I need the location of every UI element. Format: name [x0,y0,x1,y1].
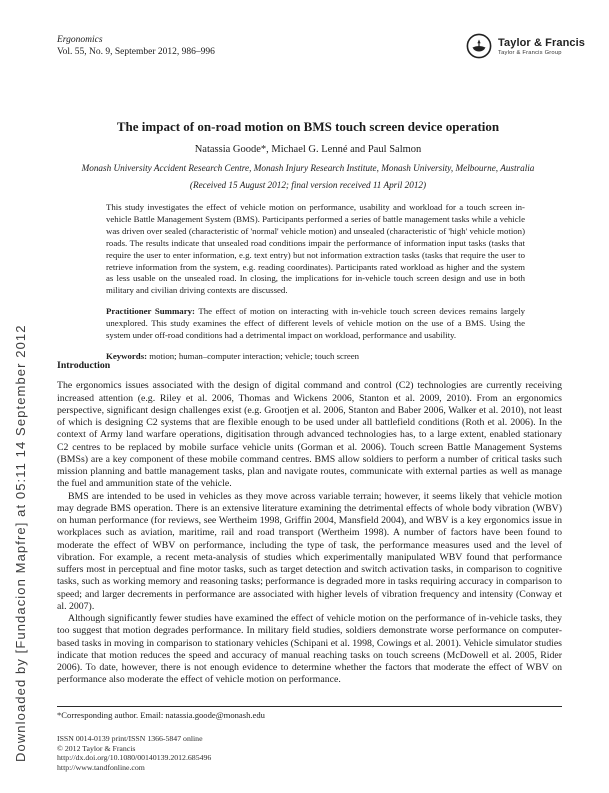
affiliation-line: Monash University Accident Research Centre, Monash Injury Research Institute, Monash University, Melbourne, Australia [81,163,535,173]
intro-paragraph-3: Although significantly fewer studies have examined the effect of vehicle motion on the performance of in-vehicle tasks, they too suggest that motion degrades performance. In military field studies, soldiers demonstrate worse performance on computer-based tasks in moving in comparison to stationary vehicles (Schipani et al. 1998, Cowings et al. 2001). Vehicle simulator studies indicate that motion reduces the speed and accuracy of manual reaching tasks on touch screens (McDowell et al. 2005, Rider 2006). To date, however, there is not enough evidence to determine whether the factors that moderate the effect of WBV on performance also moderate the effect of vehicle motion on performance. [57,613,562,686]
issn-line: ISSN 0014-0139 print/ISSN 1366-5847 online [57,734,203,743]
issue-line: Vol. 55, No. 9, September 2012, 986–996 [57,46,215,57]
journal-header [57,35,215,58]
copyright-line: © 2012 Taylor & Francis [57,743,136,753]
abstract-text: This study investigates the effect of vehicle motion on performance, usability and workload for a touch screen in-vehicle Battle Management System (BMS). Participants performed a series of battle management tasks while a vehicle was driven over sealed (characteristic of 'normal' vehicle motion) and unsealed (characteristic of 'high' vehicle motion) roads. The results indicate that unsealed road conditions impair the performance of information input tasks (tasks that require the user to enter information, e.g. text entry) but not information extraction tasks (tasks that require the user to retrieve information from the system, e.g. reading coordinates). Participants rated workload as higher and the system as less usable on the unsealed road. In closing, the implications for in-vehicle touch screen design and use in both military and civilian driving contexts are discussed. [106,202,525,296]
download-watermark: Downloaded by [Fundacion Mapfre] at 05:11 14 September 2012 [13,324,28,762]
footnote-block [57,706,562,720]
abstract-block [106,202,525,363]
footnote-divider [57,706,562,707]
taylor-francis-logo-icon [466,33,492,59]
practitioner-label: Practitioner Summary: [106,306,195,317]
keywords-label: Keywords: [106,350,148,361]
introduction-section [57,360,562,687]
practitioner-summary [106,306,525,342]
intro-paragraph-1: The ergonomics issues associated with the design of digital command and control (C2) technologies are currently receiving increased attention (e.g. Riley et al. 2006, Thomas and Wickens 2006, Stanton et al. 2009, 2010). From an ergonomics perspective, significant design challenges exist (e.g. Grootjen et al. 2006, Stanton and Baber 2006, Walker et al. 2010), not least of which is designing C2 systems that are flexible enough to be used under all battlefield conditions (Roth et al. 2006). In the context of Army land warfare operations, digitisation through advanced technologies has, to a large extent, enabled stationary C2 centres to be replaced by mobile surface vehicle units (Gorman et al. 2006). Touch screen Battle Management Systems (BMSs) are a key component of these mobile command centres. BMS allow soldiers to perform a number of critical tasks such mission planning and battle management tasks, plan and navigate routes, communicate with external parties as well as manage the fuel and ammunition state of the vehicle. [57,380,562,490]
corresponding-author-note: *Corresponding author. Email: natassia.goode@monash.edu [57,710,265,720]
authors-line: Natassia Goode*, Michael G. Lenné and Paul Salmon [194,144,422,155]
intro-heading: Introduction [57,360,111,371]
intro-paragraph-2: BMS are intended to be used in vehicles as they move across variable terrain; however, it seems likely that vehicle motion may degrade BMS operation. There is an extensive literature examining the detrimental effects of whole body vibration (WBV) on human performance (for reviews, see Wertheim 1998, Griffin 2004, Mansfield 2004), and WBV is a key ergonomics issue in workplaces such as aviation, maritime, rail and road transport (Wertheim 1998). A number of factors have been found to moderate the effect of WBV on performance, including the type of task, the performance measures used and the level of vibration. For example, a recent meta-analysis of studies which experimentally manipulated WBV found that performance suffers most in perceptual and fine motor tasks, such as target detection and switch activation tasks, in comparison to cognitive tasks, such as working memory and reasoning tasks; performance is degraded more in tasks requiring accuracy in comparison to speed; and larger decrements in performance are associated with higher levels of vibration frequency and intensity (Conway et al. 2007). [57,490,562,612]
publisher-group: Taylor & Francis Group [498,49,562,56]
practitioner-text: The effect of motion on interacting with in-vehicle touch screen devices remains largely unexplored. This study examines the effect of different levels of vehicle motion on the use of a BMS. Using the system under off-road conditions had a detrimental impact on workload, performance and usability. [106,306,525,341]
journal-name: Ergonomics [57,35,103,45]
keywords-text: motion; human–computer interaction; vehicle; touch screen [147,350,360,361]
article-title: The impact of on-road motion on BMS touch screen device operation [116,119,500,134]
publisher-name: Taylor & Francis [498,36,585,49]
website-line: http://www.tandfonline.com [57,763,145,773]
imprint-block [57,734,211,773]
title-block [53,119,563,190]
doi-line: http://dx.doi.org/10.1080/00140139.2012.685496 [57,753,212,763]
publisher-text [498,37,585,56]
received-line: (Received 15 August 2012; final version received 11 April 2012) [189,180,427,190]
publisher-logo [466,33,585,59]
